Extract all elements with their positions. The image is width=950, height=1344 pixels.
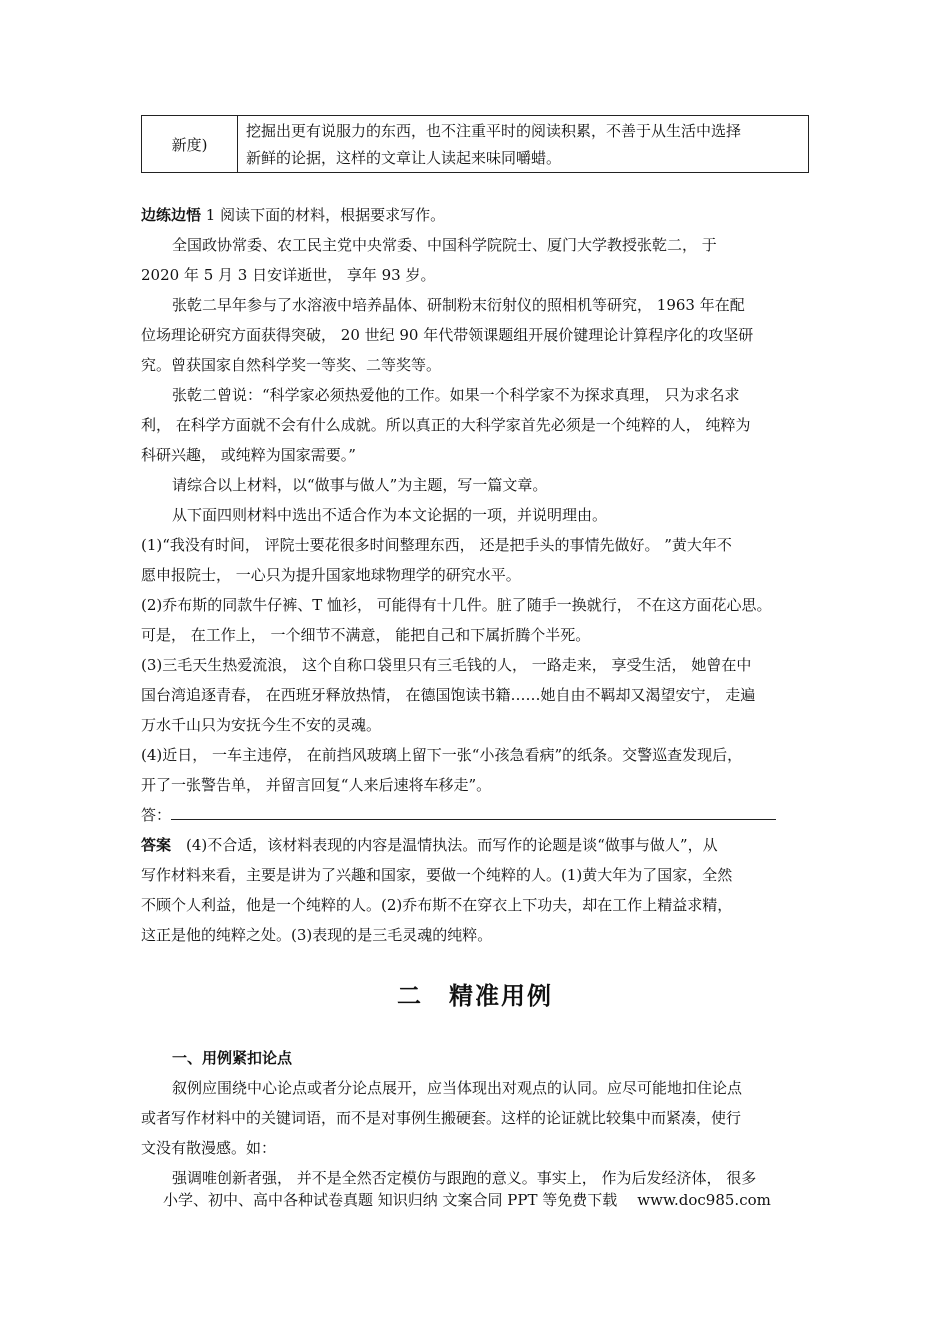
footer-text: 小学、初中、高中各种试卷真题 知识归纳 文案合同 PPT 等免费下载 [163,1191,618,1209]
paragraph-line: 全国政协常委、农工民主党中央常委、中国科学院院士、厦门大学教授张乾二， 于 [172,236,717,254]
option-line: 万水千山只为安抚今生不安的灵魂。 [141,716,382,734]
answer-label: 答案 [141,836,172,854]
criteria-table [141,115,809,173]
option-line: (4)近日， 一车主违停， 在前挡风玻璃上留下一张“小孩急看病”的纸条。交警巡查发现后， [141,746,743,764]
task-line: 请综合以上材料，以“做事与做人”为主题，写一篇文章。 [172,476,548,494]
option-line: 愿申报院士， 一心只为提升国家地球物理学的研究水平。 [141,566,521,584]
exercise-intro-text: 1 阅读下面的材料，根据要求写作。 [201,206,446,224]
option-line: 开了一张警告单， 并留言回复“人来后速将车移走”。 [141,776,492,794]
table-text-line: 新鲜的论据，这样的文章让人读起来味同嚼蜡。 [246,149,562,167]
option-line: (3)三毛天生热爱流浪， 这个自称口袋里只有三毛钱的人， 一路走来， 享受生活， 她曾在中 [141,656,752,674]
answer-blank[interactable] [171,805,776,820]
paragraph-line: 张乾二曾说：“科学家必须热爱他的工作。如果一个科学家不为探求真理， 只为求名求 [172,386,740,404]
question-line: 从下面四则材料中选出不适合作为本文论据的一项，并说明理由。 [172,506,608,524]
option-line: 可是， 在工作上， 一个细节不满意， 能把自己和下属折腾个半死。 [141,626,591,644]
answer-line: 不顾个人利益，他是一个纯粹的人。(2)乔布斯不在穿衣上下功夫，却在工作上精益求精， [141,896,733,914]
table-left-cell: 新度) [142,116,238,172]
section-title: 二 精准用例 [397,981,553,1010]
answer-line: 这正是他的纯粹之处。(3)表现的是三毛灵魂的纯粹。 [141,926,493,944]
paragraph-line: 或者写作材料中的关键词语，而不是对事例生搬硬套。这样的论证就比较集中而紧凑，使行 [141,1109,742,1127]
section-subtitle: 一、用例紧扣论点 [172,1049,293,1067]
answer-text: (4)不合适，该材料表现的内容是温情执法。而写作的论题是谈“做事与做人”，从 [171,836,718,854]
answer-prompt-label: 答： [141,806,172,824]
answer-line [141,833,821,857]
paragraph-line: 叙例应围绕中心论点或者分论点展开，应当体现出对观点的认同。应尽可能地扣住论点 [172,1079,743,1097]
footer-link[interactable]: www.doc985.com [637,1191,771,1209]
table-text-line: 挖掘出更有说服力的东西，也不注重平时的阅读积累，不善于从生活中选择 [246,122,742,140]
paragraph-line: 强调唯创新者强， 并不是全然否定模仿与跟跑的意义。事实上， 作为后发经济体， 很多 [172,1169,757,1187]
paragraph-line: 文没有散漫感。如： [141,1139,277,1157]
paragraph-line: 2020 年 5 月 3 日安详逝世， 享年 93 岁。 [141,266,436,284]
option-line: 国台湾追逐青春， 在西班牙释放热情， 在德国饱读书籍……她自由不羁却又渴望安宁， 走遍 [141,686,756,704]
paragraph-line: 张乾二早年参与了水溶液中培养晶体、研制粉末衍射仪的照相机等研究， 1963 年在配 [172,296,745,314]
option-line: (1)“我没有时间， 评院士要花很多时间整理东西， 还是把手头的事情先做好。 ”黄大年不 [141,536,732,554]
table-right-cell [238,116,808,172]
paragraph-line: 利， 在科学方面就不会有什么成就。所以真正的大科学家首先必须是一个纯粹的人， 纯粹为 [141,416,751,434]
paragraph-line: 究。曾获国家自然科学奖一等奖、二等奖等。 [141,356,442,374]
paragraph-line: 科研兴趣， 或纯粹为国家需要。” [141,446,356,464]
exercise-intro [141,203,821,227]
answer-line: 写作材料来看，主要是讲为了兴趣和国家，要做一个纯粹的人。(1)黄大年为了国家，全然 [141,866,733,884]
answer-prompt [141,803,821,827]
footer [163,1189,771,1210]
paragraph-line: 位场理论研究方面获得突破， 20 世纪 90 年代带领课题组开展价键理论计算程序化的攻坚研 [141,326,754,344]
option-line: (2)乔布斯的同款牛仔裤、T 恤衫， 可能得有十几件。脏了随手一换就行， 不在这方面花心思。 [141,596,772,614]
exercise-label: 边练边悟 [141,206,202,224]
